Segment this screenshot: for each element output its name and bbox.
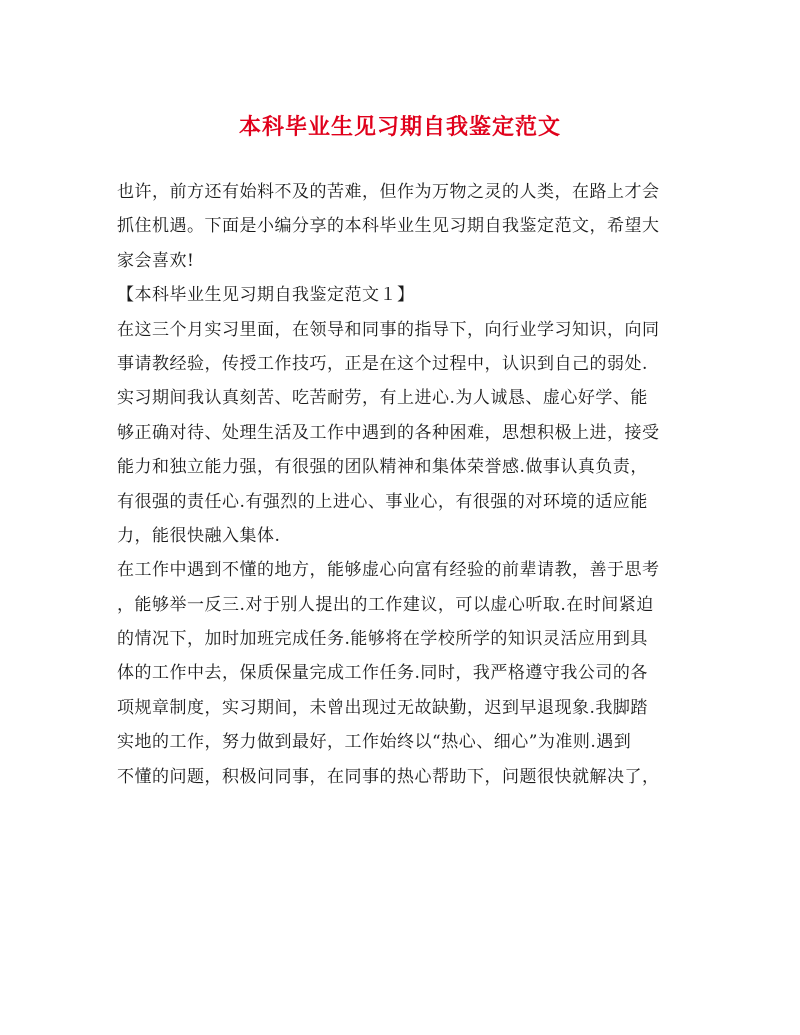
text-line: 够正确对待、处理生活及工作中遇到的各种困难，思想积极上进，接受 <box>117 422 660 443</box>
text-line: 项规章制度，实习期间，未曾出现过无故缺勤，迟到早退现象.我脚踏 <box>117 697 648 718</box>
text-line: 力，能很快融入集体. <box>117 525 281 546</box>
document-body <box>117 175 687 794</box>
text-line: 实地的工作，努力做到最好，工作始终以“热心、细心”为准则.遇到 <box>117 732 632 753</box>
text-line: 也许，前方还有始料不及的苦难，但作为万物之灵的人类，在路上才会 <box>117 182 660 202</box>
text-line: 体的工作中去，保质保量完成工作任务.同时，我严格遵守我公司的各 <box>117 663 648 684</box>
text-line: 不懂的问题，积极问同事，在同事的热心帮助下，问题很快就解决了， <box>117 766 660 787</box>
text-line: 抓住机遇。下面是小编分享的本科毕业生见习期自我鉴定范文，希望大 <box>117 216 660 237</box>
text-line: 家会喜欢! <box>117 250 195 271</box>
text-line: 实习期间我认真刻苦、吃苦耐劳，有上进心.为人诚恳、虚心好学、能 <box>117 388 648 409</box>
text-line: 有很强的责任心.有强烈的上进心、事业心，有很强的对环境的适应能 <box>117 491 648 512</box>
text-line: ，能够举一反三.对于别人提出的工作建议，可以虚心听取.在时间紧迫 <box>117 594 654 615</box>
text-line: 的情况下，加时加班完成任务.能够将在学校所学的知识灵活应用到具 <box>117 629 648 650</box>
section-heading: 【本科毕业生见习期自我鉴定范文１】 <box>117 285 415 306</box>
text-line: 在工作中遇到不懂的地方，能够虚心向富有经验的前辈请教，善于思考 <box>117 560 660 581</box>
text-line: 事请教经验，传授工作技巧，正是在这个过程中，认识到自己的弱处. <box>117 353 648 374</box>
text-line: 在这三个月实习里面，在领导和同事的指导下，向行业学习知识，向同 <box>117 319 660 340</box>
text-line: 能力和独立能力强，有很强的团队精神和集体荣誉感.做事认真负责， <box>117 457 648 478</box>
document-title: 本科毕业生见习期自我鉴定范文 <box>238 114 561 140</box>
